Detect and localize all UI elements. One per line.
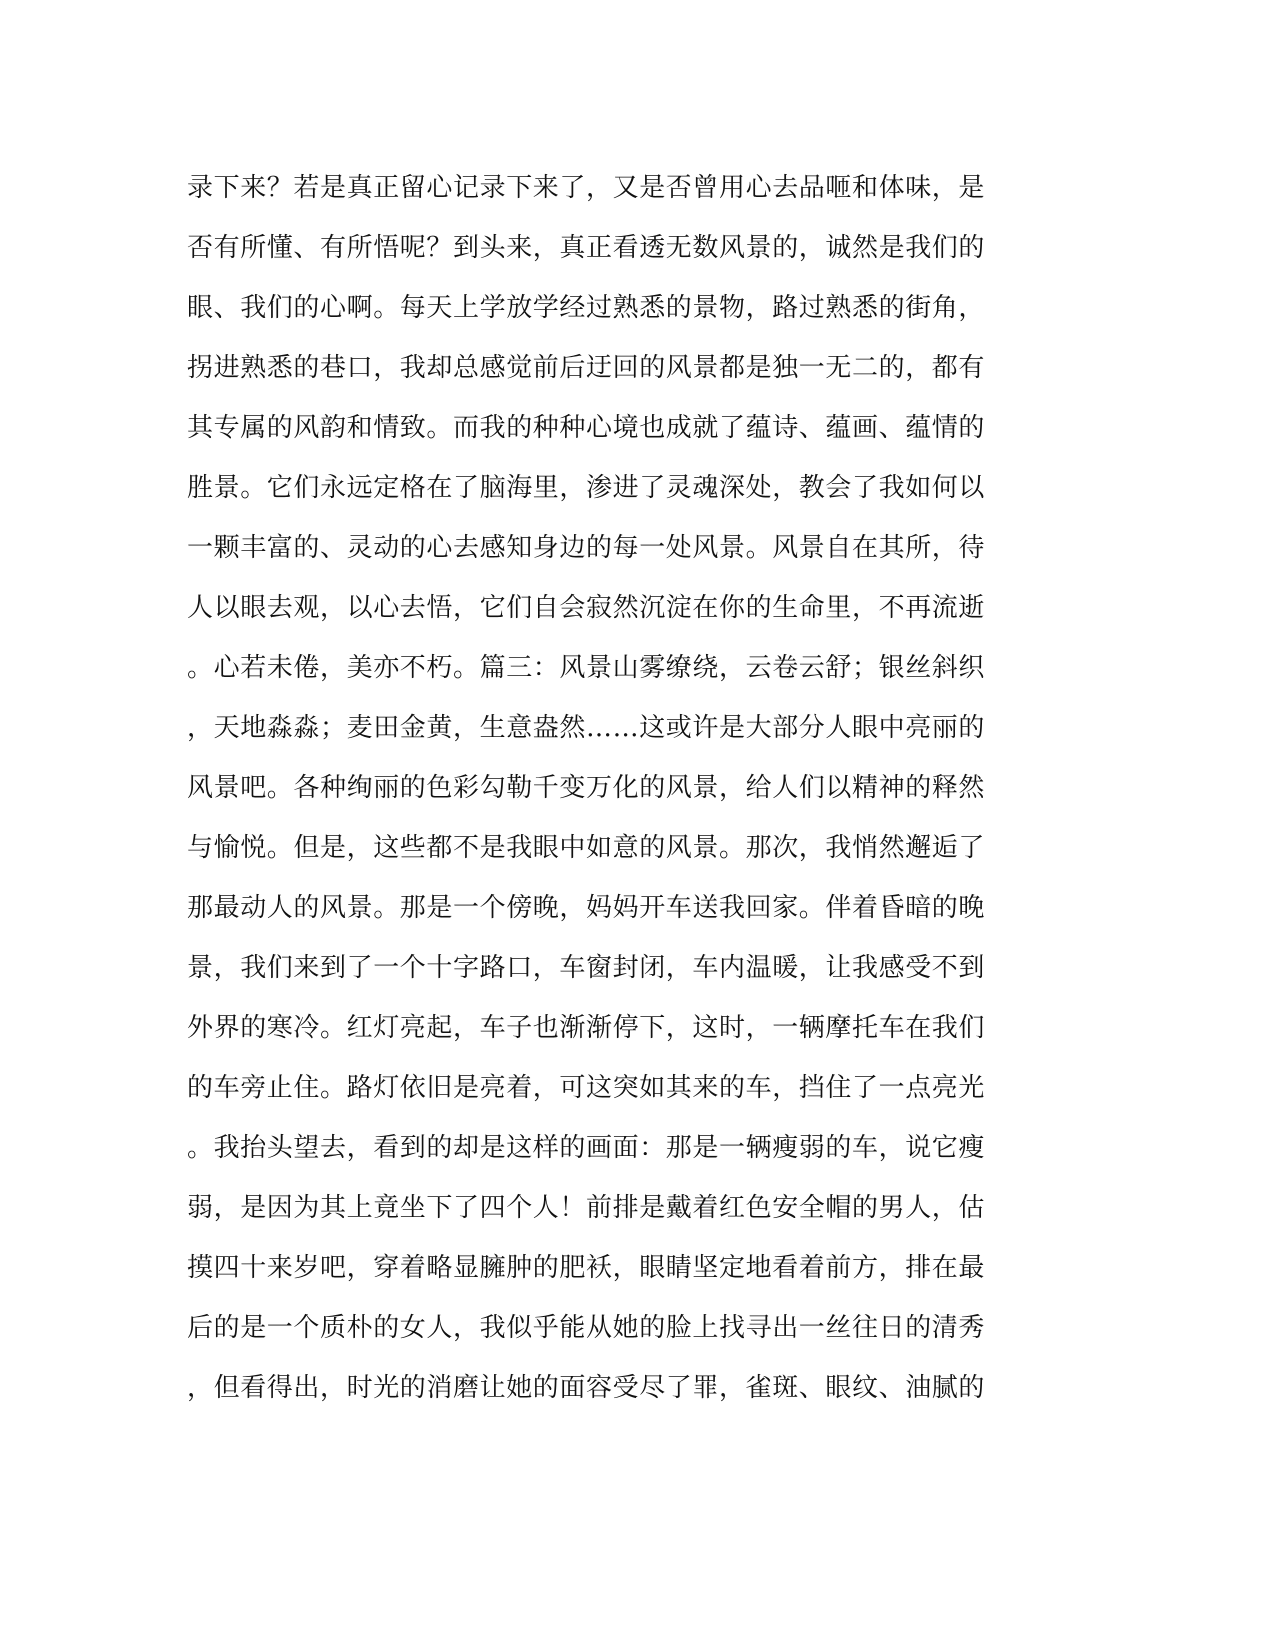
text-line: 的车旁止住。路灯依旧是亮着，可这突如其来的车，挡住了一点亮光 <box>187 1073 986 1103</box>
text-line: 一颗丰富的、灵动的心去感知身边的每一处风景。风景自在其所，待 <box>187 533 986 563</box>
text-line: 与愉悦。但是，这些都不是我眼中如意的风景。那次，我悄然邂逅了 <box>187 833 986 863</box>
text-line: 景，我们来到了一个十字路口，车窗封闭，车内温暖，让我感受不到 <box>187 953 986 983</box>
text-line: 风景吧。各种绚丽的色彩勾勒千变万化的风景，给人们以精神的释然 <box>187 773 986 803</box>
text-line: 拐进熟悉的巷口，我却总感觉前后迂回的风景都是独一无二的，都有 <box>187 353 986 383</box>
text-line: 弱，是因为其上竟坐下了四个人！前排是戴着红色安全帽的男人，估 <box>187 1193 986 1223</box>
text-line: 摸四十来岁吧，穿着略显臃肿的肥袄，眼睛坚定地看着前方，排在最 <box>187 1253 986 1283</box>
text-line: 外界的寒冷。红灯亮起，车子也渐渐停下，这时，一辆摩托车在我们 <box>187 1013 986 1043</box>
text-line: 眼、我们的心啊。每天上学放学经过熟悉的景物，路过熟悉的街角， <box>187 293 986 323</box>
text-line: 人以眼去观，以心去悟，它们自会寂然沉淀在你的生命里，不再流逝 <box>187 593 986 623</box>
text-line: 那最动人的风景。那是一个傍晚，妈妈开车送我回家。伴着昏暗的晚 <box>187 893 986 923</box>
text-line: 胜景。它们永远定格在了脑海里，渗进了灵魂深处，教会了我如何以 <box>187 473 986 503</box>
text-line: 。我抬头望去，看到的却是这样的画面：那是一辆瘦弱的车，说它瘦 <box>187 1133 986 1163</box>
text-line: 其专属的风韵和情致。而我的种种心境也成就了蕴诗、蕴画、蕴情的 <box>187 413 986 443</box>
text-line: 后的是一个质朴的女人，我似乎能从她的脸上找寻出一丝往日的清秀 <box>187 1313 986 1343</box>
text-line: 录下来？若是真正留心记录下来了，又是否曾用心去品咂和体味，是 <box>187 173 986 203</box>
text-line: ，天地淼淼；麦田金黄，生意盎然……这或许是大部分人眼中亮丽的 <box>187 713 986 743</box>
text-line: 。心若未倦，美亦不朽。篇三：风景山雾缭绕，云卷云舒；银丝斜织 <box>187 653 986 683</box>
body-text <box>187 158 1067 1418</box>
text-line: ，但看得出，时光的消磨让她的面容受尽了罪，雀斑、眼纹、油腻的 <box>187 1373 986 1403</box>
text-line: 否有所懂、有所悟呢？到头来，真正看透无数风景的，诚然是我们的 <box>187 233 986 263</box>
